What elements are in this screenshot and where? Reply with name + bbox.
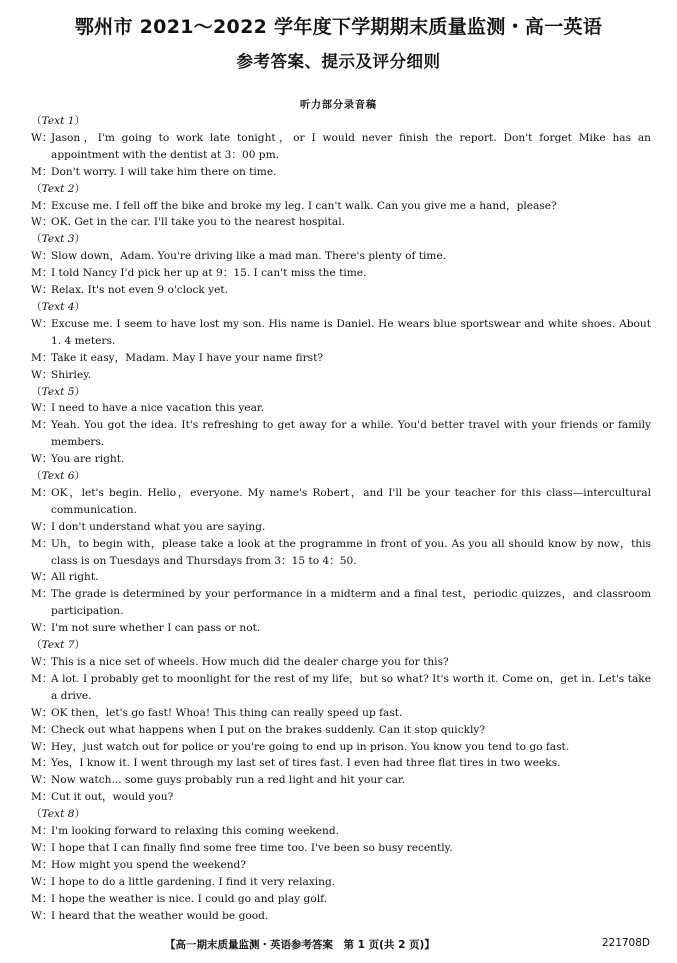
utterance-text: How might you spend the weekend? <box>51 858 247 871</box>
speaker-label: W： <box>31 250 53 263</box>
speaker-label: W： <box>31 656 53 668</box>
utterance-text: Excuse me. I fell off the bike and broke my leg. I can't walk. Can you give me a hand，please? <box>51 199 557 212</box>
dialogue-line <box>31 350 651 367</box>
dialogue-line <box>31 823 651 840</box>
text-label: （Text 7） <box>31 639 86 652</box>
dialogue-line <box>31 620 651 637</box>
speaker-label: M： <box>31 892 53 905</box>
dialogue-line <box>31 248 651 265</box>
speaker-label: W： <box>31 740 53 753</box>
utterance-text: I heard that the weather would be good. <box>51 909 269 922</box>
dialogue-line <box>31 198 651 215</box>
dialogue-line <box>31 705 651 722</box>
dialogue-line <box>31 214 651 231</box>
dialogue-line <box>31 857 651 874</box>
text-label: （Text 6） <box>31 470 86 483</box>
utterance-text: Cut it out，would you? <box>51 791 174 804</box>
dialogue-line <box>31 417 651 451</box>
utterance-text: You are right. <box>51 453 125 466</box>
utterance-text: Yes，I know it. I went through my last set of tires fast. I even had three flat tires in two weeks. <box>51 757 561 770</box>
speaker-label: W： <box>31 706 53 719</box>
dialogue-line <box>31 265 651 282</box>
dialogue-line <box>31 671 651 705</box>
speaker-label: M： <box>31 486 53 499</box>
dialogue-line <box>31 654 651 671</box>
utterance-text: Uh，to begin with，please take a look at the programme in front of you. As you all should know by now，this class is on Tuesdays and Thursdays from 3：15 to 4：50. <box>51 537 651 567</box>
utterance-text: I hope to do a little gardening. I find it very relaxing. <box>51 875 336 888</box>
speaker-label: W： <box>31 875 53 888</box>
dialogue-line <box>31 840 651 857</box>
utterance-text: Jason，I'm going to work late tonight，or I would never finish the report. Don't forget Mike has an appointment with the dentist at 3：00 pm. <box>51 131 651 161</box>
section-title: 听力部分录音稿 <box>300 100 377 111</box>
speaker-label: W： <box>31 453 53 466</box>
speaker-label: M： <box>31 825 53 838</box>
dialogue-line <box>31 282 651 299</box>
dialogue-line <box>31 451 651 468</box>
speaker-label: M： <box>31 757 53 770</box>
text-label-name: Text 3 <box>41 233 75 246</box>
utterance-text: OK then，let's go fast! Whoa! This thing can really speed up fast. <box>51 706 403 719</box>
speaker-label: M： <box>31 588 53 601</box>
text-label-name: Text 7 <box>41 639 75 652</box>
dialogue-line <box>31 874 651 891</box>
speaker-label: W： <box>31 774 53 787</box>
utterance-text: I'm not sure whether I can pass or not. <box>51 622 261 635</box>
utterance-text: I hope the weather is nice. I could go and play golf. <box>51 892 327 905</box>
utterance-text: Hey，just watch out for police or you're going to end up in prison. You know you tend to go fast. <box>51 740 570 753</box>
text-label-name: Text 8 <box>41 808 75 821</box>
utterance-text: OK，let's begin. Hello，everyone. My name's Robert，and I'll be your teacher for this class—intercultural communication. <box>51 486 651 516</box>
dialogue-line <box>31 536 651 570</box>
speaker-label: W： <box>31 622 53 635</box>
utterance-text: Excuse me. I seem to have lost my son. His name is Daniel. He wears blue sportswear and white shoes. About 1. 4 meters. <box>51 317 651 347</box>
utterance-text: A lot. I probably get to moonlight for the rest of my life，but so what? It's worth it. Come on，get in. Let's take a drive. <box>51 672 651 702</box>
speaker-label: W： <box>31 909 53 922</box>
speaker-label: M： <box>31 723 53 736</box>
text-label-name: Text 4 <box>41 300 75 313</box>
utterance-text: OK. Get in the car. I'll take you to the nearest hospital. <box>51 216 345 229</box>
dialogue-line <box>31 164 651 181</box>
utterance-text: I need to have a nice vacation this year. <box>51 402 265 415</box>
speaker-label: W： <box>31 284 53 297</box>
speaker-label: M： <box>31 672 53 685</box>
speaker-label: W： <box>31 368 53 381</box>
utterance-text: Take it easy，Madam. May I have your name first? <box>51 351 324 364</box>
speaker-label: M： <box>31 791 53 804</box>
text-label: （Text 4） <box>31 300 86 313</box>
utterance-text: Slow down，Adam. You're driving like a mad man. There's plenty of time. <box>51 250 447 263</box>
speaker-label: M： <box>31 267 53 280</box>
utterance-text: I told Nancy I'd pick her up at 9：15. I can't miss the time. <box>51 267 367 280</box>
speaker-label: M： <box>31 537 53 550</box>
speaker-label: W： <box>31 520 53 533</box>
document-subtitle: 参考答案、提示及评分细则 <box>236 52 441 71</box>
footer-page-info: 【高一期末质量监测・英语参考答案 第 1 页(共 2 页)】 <box>165 939 435 951</box>
utterance-text: The grade is determined by your performance in a midterm and a final test，periodic quizzes，and classroom participation. <box>51 588 651 618</box>
text-label-name: Text 1 <box>41 115 75 127</box>
listening-transcript <box>31 113 651 925</box>
text-label-name: Text 5 <box>41 385 75 398</box>
text-label-name: Text 2 <box>41 182 75 195</box>
utterance-text: Shirley. <box>51 368 92 381</box>
utterance-text: I don't understand what you are saying. <box>51 520 266 533</box>
utterance-text: Yeah. You got the idea. It's refreshing to get away for a while. You'd better travel with your friends or family members. <box>51 419 651 449</box>
text-label: （Text 5） <box>31 385 86 398</box>
dialogue-line <box>31 316 651 350</box>
speaker-label: W： <box>31 841 53 854</box>
dialogue-line <box>31 891 651 908</box>
dialogue-line <box>31 130 651 164</box>
utterance-text: Relax. It's not even 9 o'clock yet. <box>51 284 229 297</box>
dialogue-line <box>31 789 651 806</box>
document-title: 鄂州市 2021～2022 学年度下学期期末质量监测・高一英语 <box>74 16 603 38</box>
dialogue-line <box>31 586 651 620</box>
dialogue-line <box>31 722 651 739</box>
utterance-text: Now watch... some guys probably run a red light and hit your car. <box>51 774 406 787</box>
utterance-text: All right. <box>51 571 99 584</box>
utterance-text: I hope that I can finally find some free time too. I've been so busy recently. <box>51 841 453 854</box>
speaker-label: M： <box>31 419 53 432</box>
dialogue-line <box>31 367 651 384</box>
utterance-text: Check out what happens when I put on the brakes suddenly. Can it stop quickly? <box>51 723 486 736</box>
dialogue-line <box>31 569 651 586</box>
speaker-label: W： <box>31 402 53 415</box>
dialogue-line <box>31 755 651 772</box>
dialogue-line <box>31 772 651 789</box>
text-label: （Text 8） <box>31 808 86 821</box>
speaker-label: M： <box>31 858 53 871</box>
dialogue-line <box>31 400 651 417</box>
speaker-label: M： <box>31 165 53 178</box>
dialogue-line <box>31 908 651 925</box>
speaker-label: W： <box>31 131 53 144</box>
utterance-text: I'm looking forward to relaxing this coming weekend. <box>51 825 340 838</box>
speaker-label: W： <box>31 571 53 584</box>
dialogue-line <box>31 739 651 756</box>
text-label: （Text 1） <box>31 115 86 127</box>
speaker-label: M： <box>31 351 53 364</box>
dialogue-line <box>31 485 651 519</box>
text-label: （Text 3） <box>31 233 86 246</box>
utterance-text: Don't worry. I will take him there on time. <box>51 165 277 178</box>
text-label: （Text 2） <box>31 182 86 195</box>
speaker-label: W： <box>31 317 53 330</box>
dialogue-line <box>31 519 651 536</box>
text-label-name: Text 6 <box>41 470 75 483</box>
utterance-text: This is a nice set of wheels. How much did the dealer charge you for this? <box>51 656 449 668</box>
speaker-label: W： <box>31 216 53 229</box>
speaker-label: M： <box>31 199 53 212</box>
footer-doc-code: 221708D <box>601 937 650 949</box>
